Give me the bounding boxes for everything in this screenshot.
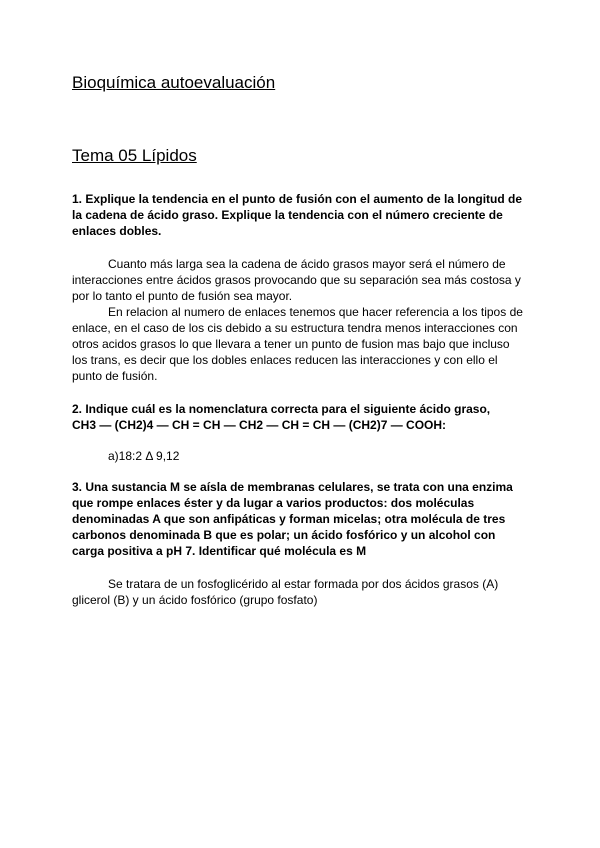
question-3-line: denominadas A que son anfipáticas y forman micelas; otra molécula de tres bbox=[72, 512, 506, 526]
answer-3 bbox=[72, 576, 532, 608]
question-2-line: 2. Indique cuál es la nomenclatura correcta para el siguiente ácido graso, bbox=[72, 402, 491, 416]
answer-1 bbox=[72, 256, 532, 384]
question-1-line: 1. Explique la tendencia en el punto de fusión con el aumento de la longitud de bbox=[72, 192, 523, 206]
question-3-line: carbonos denominada B que es polar; un ácido fosfórico y un alcohol con bbox=[72, 528, 496, 542]
answer-2: a)18:2 Δ 9,12 bbox=[108, 449, 180, 463]
question-1-line: la cadena de ácido graso. Explique la tendencia con el número creciente de bbox=[72, 208, 503, 222]
answer-1-line: por lo tanto el punto de fusión sea mayor. bbox=[72, 289, 293, 303]
answer-3-line: Se tratara de un fosfoglicérido al estar formada por dos ácidos grasos (A) bbox=[108, 577, 499, 591]
question-1-line: enlaces dobles. bbox=[72, 224, 162, 238]
answer-1-line: punto de fusión. bbox=[72, 369, 158, 383]
answer-1-line: Cuanto más larga sea la cadena de ácido grasos mayor será el número de bbox=[108, 257, 506, 271]
question-3-line: que rompe enlaces éster y da lugar a varios productos: dos moléculas bbox=[72, 496, 475, 510]
question-2-line: CH3 — (CH2)4 — CH = CH — CH2 — CH = CH — (CH2)7 — COOH: bbox=[72, 418, 447, 432]
question-3 bbox=[72, 479, 532, 559]
question-3-line: carga positiva a pH 7. Identificar qué molécula es M bbox=[72, 544, 367, 558]
section-title: Tema 05 Lípidos bbox=[72, 146, 197, 165]
answer-1-line: En relacion al numero de enlaces tenemos que hacer referencia a los tipos de bbox=[108, 305, 523, 319]
answer-3-line: glicerol (B) y un ácido fosfórico (grupo fosfato) bbox=[72, 593, 318, 607]
question-2 bbox=[72, 401, 532, 433]
document-title: Bioquímica autoevaluación bbox=[72, 73, 276, 92]
answer-1-line: los trans, es decir que los dobles enlaces reducen las interacciones y con ello el bbox=[72, 353, 498, 367]
answer-1-line: interacciones entre ácidos grasos provocando que su separación sea más costosa y bbox=[72, 273, 521, 287]
answer-1-line: enlace, en el caso de los cis debido a su estructura tendra menos interacciones con bbox=[72, 321, 518, 335]
question-3-line: 3. Una sustancia M se aísla de membranas celulares, se trata con una enzima bbox=[72, 480, 513, 494]
answer-1-line: otros acidos grasos lo que llevara a tener un punto de fusion mas bajo que incluso bbox=[72, 337, 510, 351]
question-1 bbox=[72, 191, 532, 239]
